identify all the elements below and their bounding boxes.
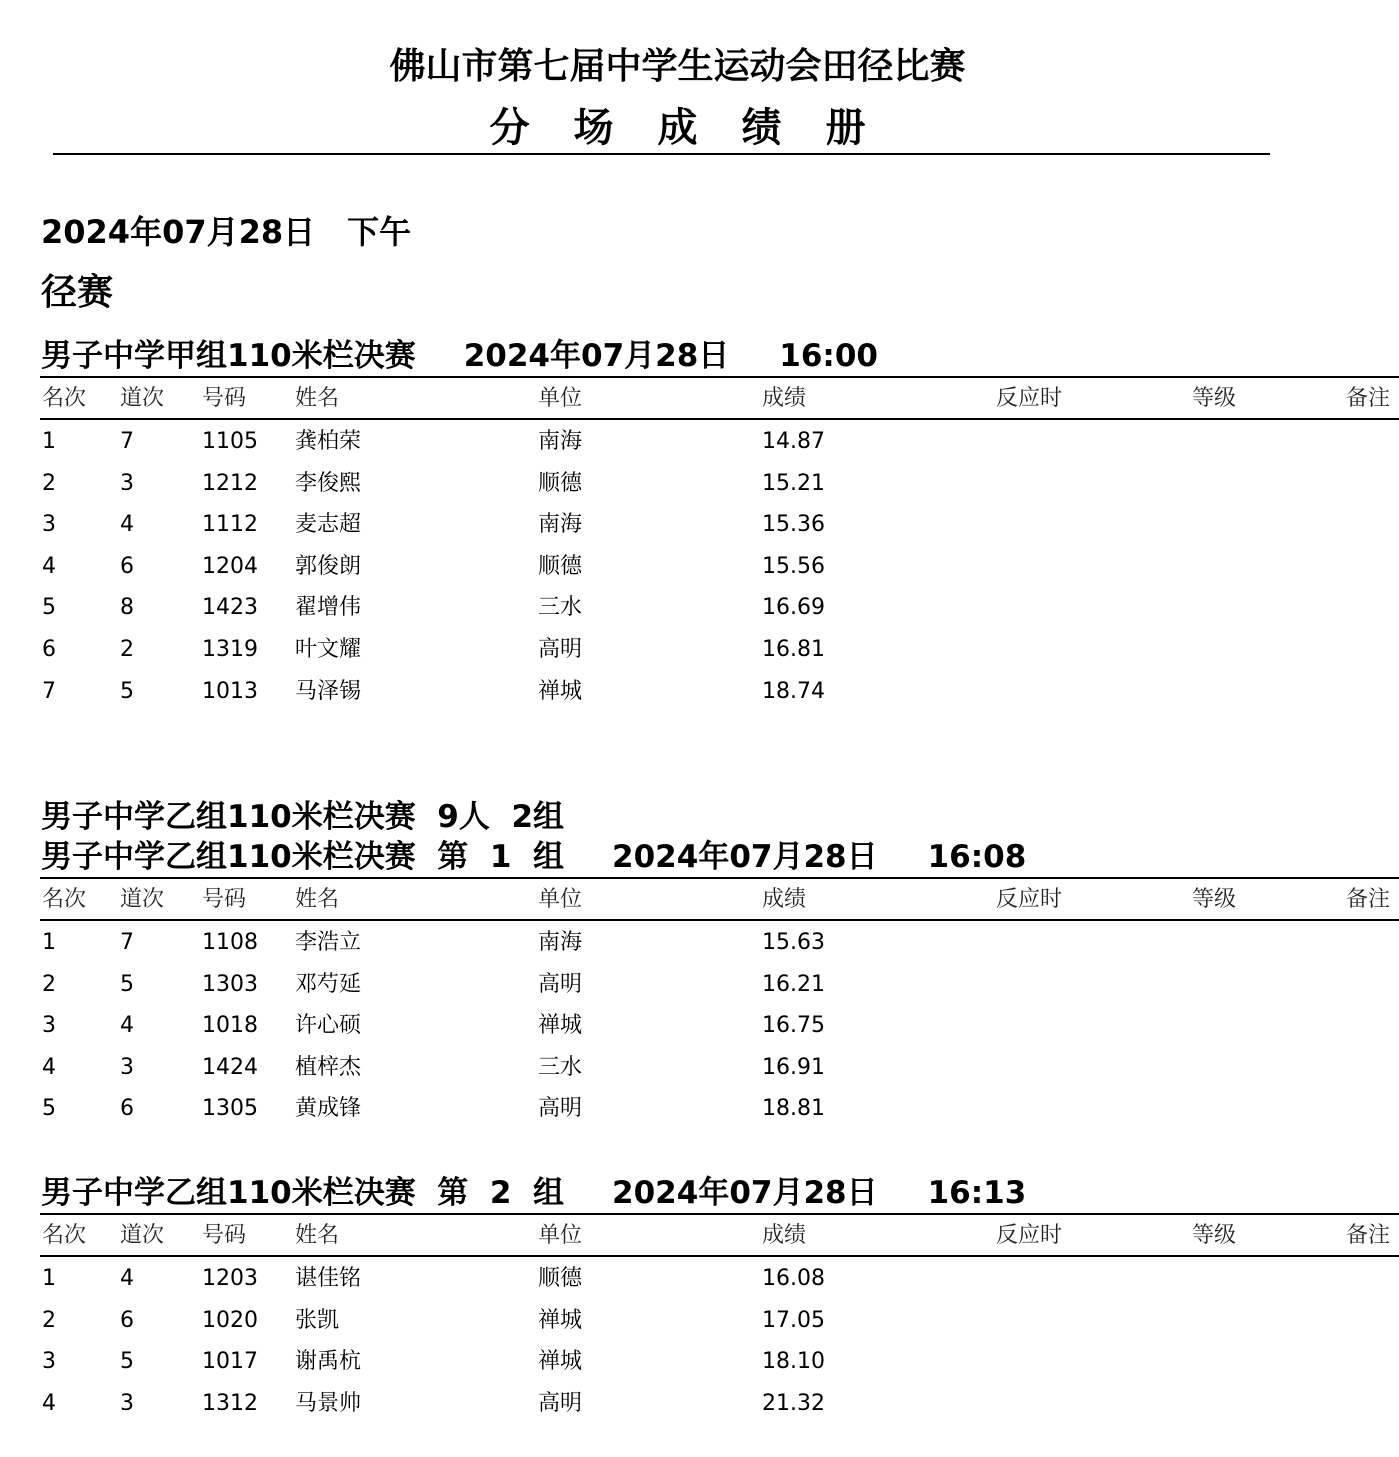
column-header: 姓名 xyxy=(295,1223,340,1248)
event-date: 2024年07月28日 xyxy=(612,1175,878,1211)
rank-cell: 3 xyxy=(42,1013,56,1039)
table-row xyxy=(0,1261,1399,1297)
bib-cell: 1319 xyxy=(202,637,258,662)
table-row xyxy=(0,967,1399,1003)
team-cell: 禅城 xyxy=(538,1013,583,1039)
column-header: 单位 xyxy=(538,887,583,912)
athlete-name-cell: 许心硕 xyxy=(295,1013,362,1039)
lane-cell: 3 xyxy=(120,1390,134,1416)
result-cell: 18.74 xyxy=(762,678,825,704)
team-cell: 高明 xyxy=(538,1096,583,1122)
event-time: 16:13 xyxy=(927,1175,1027,1211)
result-cell: 18.10 xyxy=(762,1349,825,1375)
column-header: 反应时 xyxy=(996,1223,1063,1248)
team-cell: 高明 xyxy=(538,637,583,662)
bib-cell: 1105 xyxy=(202,429,258,454)
athlete-name-cell: 郭俊朗 xyxy=(295,553,362,579)
athlete-name-cell: 李俊熙 xyxy=(295,470,362,496)
table-row xyxy=(0,549,1399,585)
team-cell: 顺德 xyxy=(538,553,583,579)
team-cell: 禅城 xyxy=(538,1349,583,1375)
team-cell: 南海 xyxy=(538,930,583,955)
event-summary: 男子中学乙组110米栏决赛 9人 2组 xyxy=(41,799,565,835)
rank-cell: 1 xyxy=(42,930,56,955)
bib-cell: 1303 xyxy=(202,971,258,997)
athlete-name-cell: 叶文耀 xyxy=(295,637,362,662)
athlete-name-cell: 邓芍延 xyxy=(295,971,362,997)
event-time: 16:08 xyxy=(927,839,1027,875)
bib-cell: 1204 xyxy=(202,553,258,579)
column-header: 等级 xyxy=(1192,1223,1237,1248)
lane-cell: 5 xyxy=(120,678,134,704)
table-header xyxy=(0,882,1399,918)
athlete-name-cell: 马泽锡 xyxy=(295,678,362,704)
column-header: 道次 xyxy=(120,1223,165,1248)
header-top-rule xyxy=(40,1213,1399,1215)
event-title xyxy=(41,837,1026,877)
category-heading: 径赛 xyxy=(41,272,114,313)
table-row xyxy=(0,1091,1399,1127)
athlete-name-cell: 马景帅 xyxy=(295,1390,362,1416)
header-top-rule xyxy=(40,376,1399,378)
team-cell: 顺德 xyxy=(538,470,583,496)
lane-cell: 4 xyxy=(120,512,134,538)
header-bottom-rule xyxy=(40,919,1399,921)
table-row xyxy=(0,590,1399,626)
column-header: 反应时 xyxy=(996,887,1063,912)
rank-cell: 4 xyxy=(42,1054,56,1080)
team-cell: 高明 xyxy=(538,971,583,997)
lane-cell: 8 xyxy=(120,595,134,621)
event-date: 2024年07月28日 xyxy=(463,338,730,374)
column-header: 单位 xyxy=(538,1223,583,1248)
rank-cell: 3 xyxy=(42,1349,56,1375)
athlete-name-cell: 翟增伟 xyxy=(295,595,362,621)
result-cell: 17.05 xyxy=(762,1307,825,1333)
column-header: 名次 xyxy=(42,386,87,411)
column-header: 道次 xyxy=(120,386,165,411)
rank-cell: 2 xyxy=(42,1307,56,1333)
column-header: 号码 xyxy=(202,386,247,411)
bib-cell: 1203 xyxy=(202,1266,258,1291)
table-row xyxy=(0,1008,1399,1044)
column-header: 反应时 xyxy=(996,386,1063,411)
rank-cell: 4 xyxy=(42,1390,56,1416)
column-header: 单位 xyxy=(538,386,583,411)
lane-cell: 6 xyxy=(120,553,134,579)
team-cell: 南海 xyxy=(538,429,583,454)
result-cell: 21.32 xyxy=(762,1390,825,1416)
event-title xyxy=(41,1173,1026,1213)
table-row xyxy=(0,1050,1399,1086)
bib-cell: 1017 xyxy=(202,1349,258,1375)
result-cell: 16.75 xyxy=(762,1013,825,1039)
column-header: 等级 xyxy=(1192,887,1237,912)
lane-cell: 4 xyxy=(120,1013,134,1039)
event-time: 16:00 xyxy=(779,338,878,374)
lane-cell: 5 xyxy=(120,1349,134,1375)
table-row xyxy=(0,925,1399,961)
document-title: 佛山市第七届中学生运动会田径比赛 xyxy=(389,46,966,87)
event-date: 2024年07月28日 xyxy=(612,839,878,875)
table-row xyxy=(0,1386,1399,1422)
table-row xyxy=(0,1344,1399,1380)
rank-cell: 2 xyxy=(42,470,56,496)
table-row xyxy=(0,424,1399,460)
bib-cell: 1013 xyxy=(202,678,258,704)
table-row xyxy=(0,674,1399,710)
rank-cell: 7 xyxy=(42,678,56,704)
column-header: 号码 xyxy=(202,1223,247,1248)
team-cell: 禅城 xyxy=(538,1307,583,1333)
table-row xyxy=(0,466,1399,502)
athlete-name-cell: 黄成锋 xyxy=(295,1096,362,1122)
rank-cell: 1 xyxy=(42,1266,56,1291)
athlete-name-cell: 麦志超 xyxy=(295,512,362,538)
result-cell: 15.63 xyxy=(762,930,825,955)
athlete-name-cell: 张凯 xyxy=(295,1307,340,1333)
result-cell: 14.87 xyxy=(762,429,825,454)
column-header: 名次 xyxy=(42,887,87,912)
rank-cell: 2 xyxy=(42,971,56,997)
bib-cell: 1112 xyxy=(202,512,258,538)
rank-cell: 3 xyxy=(42,512,56,538)
table-row xyxy=(0,632,1399,668)
rank-cell: 4 xyxy=(42,553,56,579)
lane-cell: 2 xyxy=(120,637,134,662)
event-name: 男子中学乙组110米栏决赛 第 2 组 xyxy=(41,1175,565,1211)
athlete-name-cell: 李浩立 xyxy=(295,930,362,955)
column-header: 姓名 xyxy=(295,386,340,411)
team-cell: 南海 xyxy=(538,512,583,538)
header-top-rule xyxy=(40,877,1399,879)
result-cell: 15.36 xyxy=(762,512,825,538)
column-header: 等级 xyxy=(1192,386,1237,411)
table-row xyxy=(0,1303,1399,1339)
column-header: 备注 xyxy=(1346,386,1391,411)
bib-cell: 1020 xyxy=(202,1307,258,1333)
athlete-name-cell: 谌佳铭 xyxy=(295,1266,362,1291)
rank-cell: 5 xyxy=(42,1096,56,1122)
rank-cell: 6 xyxy=(42,637,56,662)
event-title xyxy=(41,336,878,376)
table-row xyxy=(0,507,1399,543)
title-rule xyxy=(53,153,1270,155)
result-cell: 16.08 xyxy=(762,1266,825,1291)
athlete-name-cell: 谢禹杭 xyxy=(295,1349,362,1375)
column-header: 备注 xyxy=(1346,1223,1391,1248)
column-header: 成绩 xyxy=(762,887,807,912)
athlete-name-cell: 植梓杰 xyxy=(295,1054,362,1080)
header-bottom-rule xyxy=(40,1255,1399,1257)
bib-cell: 1424 xyxy=(202,1054,258,1080)
table-header xyxy=(0,381,1399,417)
team-cell: 高明 xyxy=(538,1390,583,1416)
result-cell: 16.69 xyxy=(762,595,825,621)
bib-cell: 1018 xyxy=(202,1013,258,1039)
result-cell: 16.91 xyxy=(762,1054,825,1080)
bib-cell: 1108 xyxy=(202,930,258,955)
column-header: 名次 xyxy=(42,1223,87,1248)
rank-cell: 1 xyxy=(42,429,56,454)
team-cell: 三水 xyxy=(538,1054,583,1080)
lane-cell: 7 xyxy=(120,930,134,955)
column-header: 道次 xyxy=(120,887,165,912)
athlete-name-cell: 龚柏荣 xyxy=(295,429,362,454)
lane-cell: 3 xyxy=(120,470,134,496)
bib-cell: 1312 xyxy=(202,1390,258,1416)
result-cell: 15.21 xyxy=(762,470,825,496)
column-header: 备注 xyxy=(1346,887,1391,912)
document-subtitle: 分场成绩册 xyxy=(489,105,910,151)
column-header: 姓名 xyxy=(295,887,340,912)
lane-cell: 6 xyxy=(120,1096,134,1122)
event-name: 男子中学乙组110米栏决赛 第 1 组 xyxy=(41,839,565,875)
bib-cell: 1423 xyxy=(202,595,258,621)
result-cell: 18.81 xyxy=(762,1096,825,1122)
rank-cell: 5 xyxy=(42,595,56,621)
team-cell: 顺德 xyxy=(538,1266,583,1291)
event-name: 男子中学甲组110米栏决赛 xyxy=(41,338,416,374)
column-header: 成绩 xyxy=(762,1223,807,1248)
lane-cell: 6 xyxy=(120,1307,134,1333)
result-cell: 16.21 xyxy=(762,971,825,997)
bib-cell: 1212 xyxy=(202,470,258,496)
result-cell: 15.56 xyxy=(762,553,825,579)
team-cell: 禅城 xyxy=(538,678,583,704)
lane-cell: 3 xyxy=(120,1054,134,1080)
table-header xyxy=(0,1218,1399,1254)
bib-cell: 1305 xyxy=(202,1096,258,1122)
lane-cell: 5 xyxy=(120,971,134,997)
result-cell: 16.81 xyxy=(762,637,825,662)
team-cell: 三水 xyxy=(538,595,583,621)
lane-cell: 7 xyxy=(120,429,134,454)
column-header: 号码 xyxy=(202,887,247,912)
column-header: 成绩 xyxy=(762,386,807,411)
lane-cell: 4 xyxy=(120,1266,134,1291)
session-date: 2024年07月28日 下午 xyxy=(41,213,412,251)
header-bottom-rule xyxy=(40,418,1399,420)
